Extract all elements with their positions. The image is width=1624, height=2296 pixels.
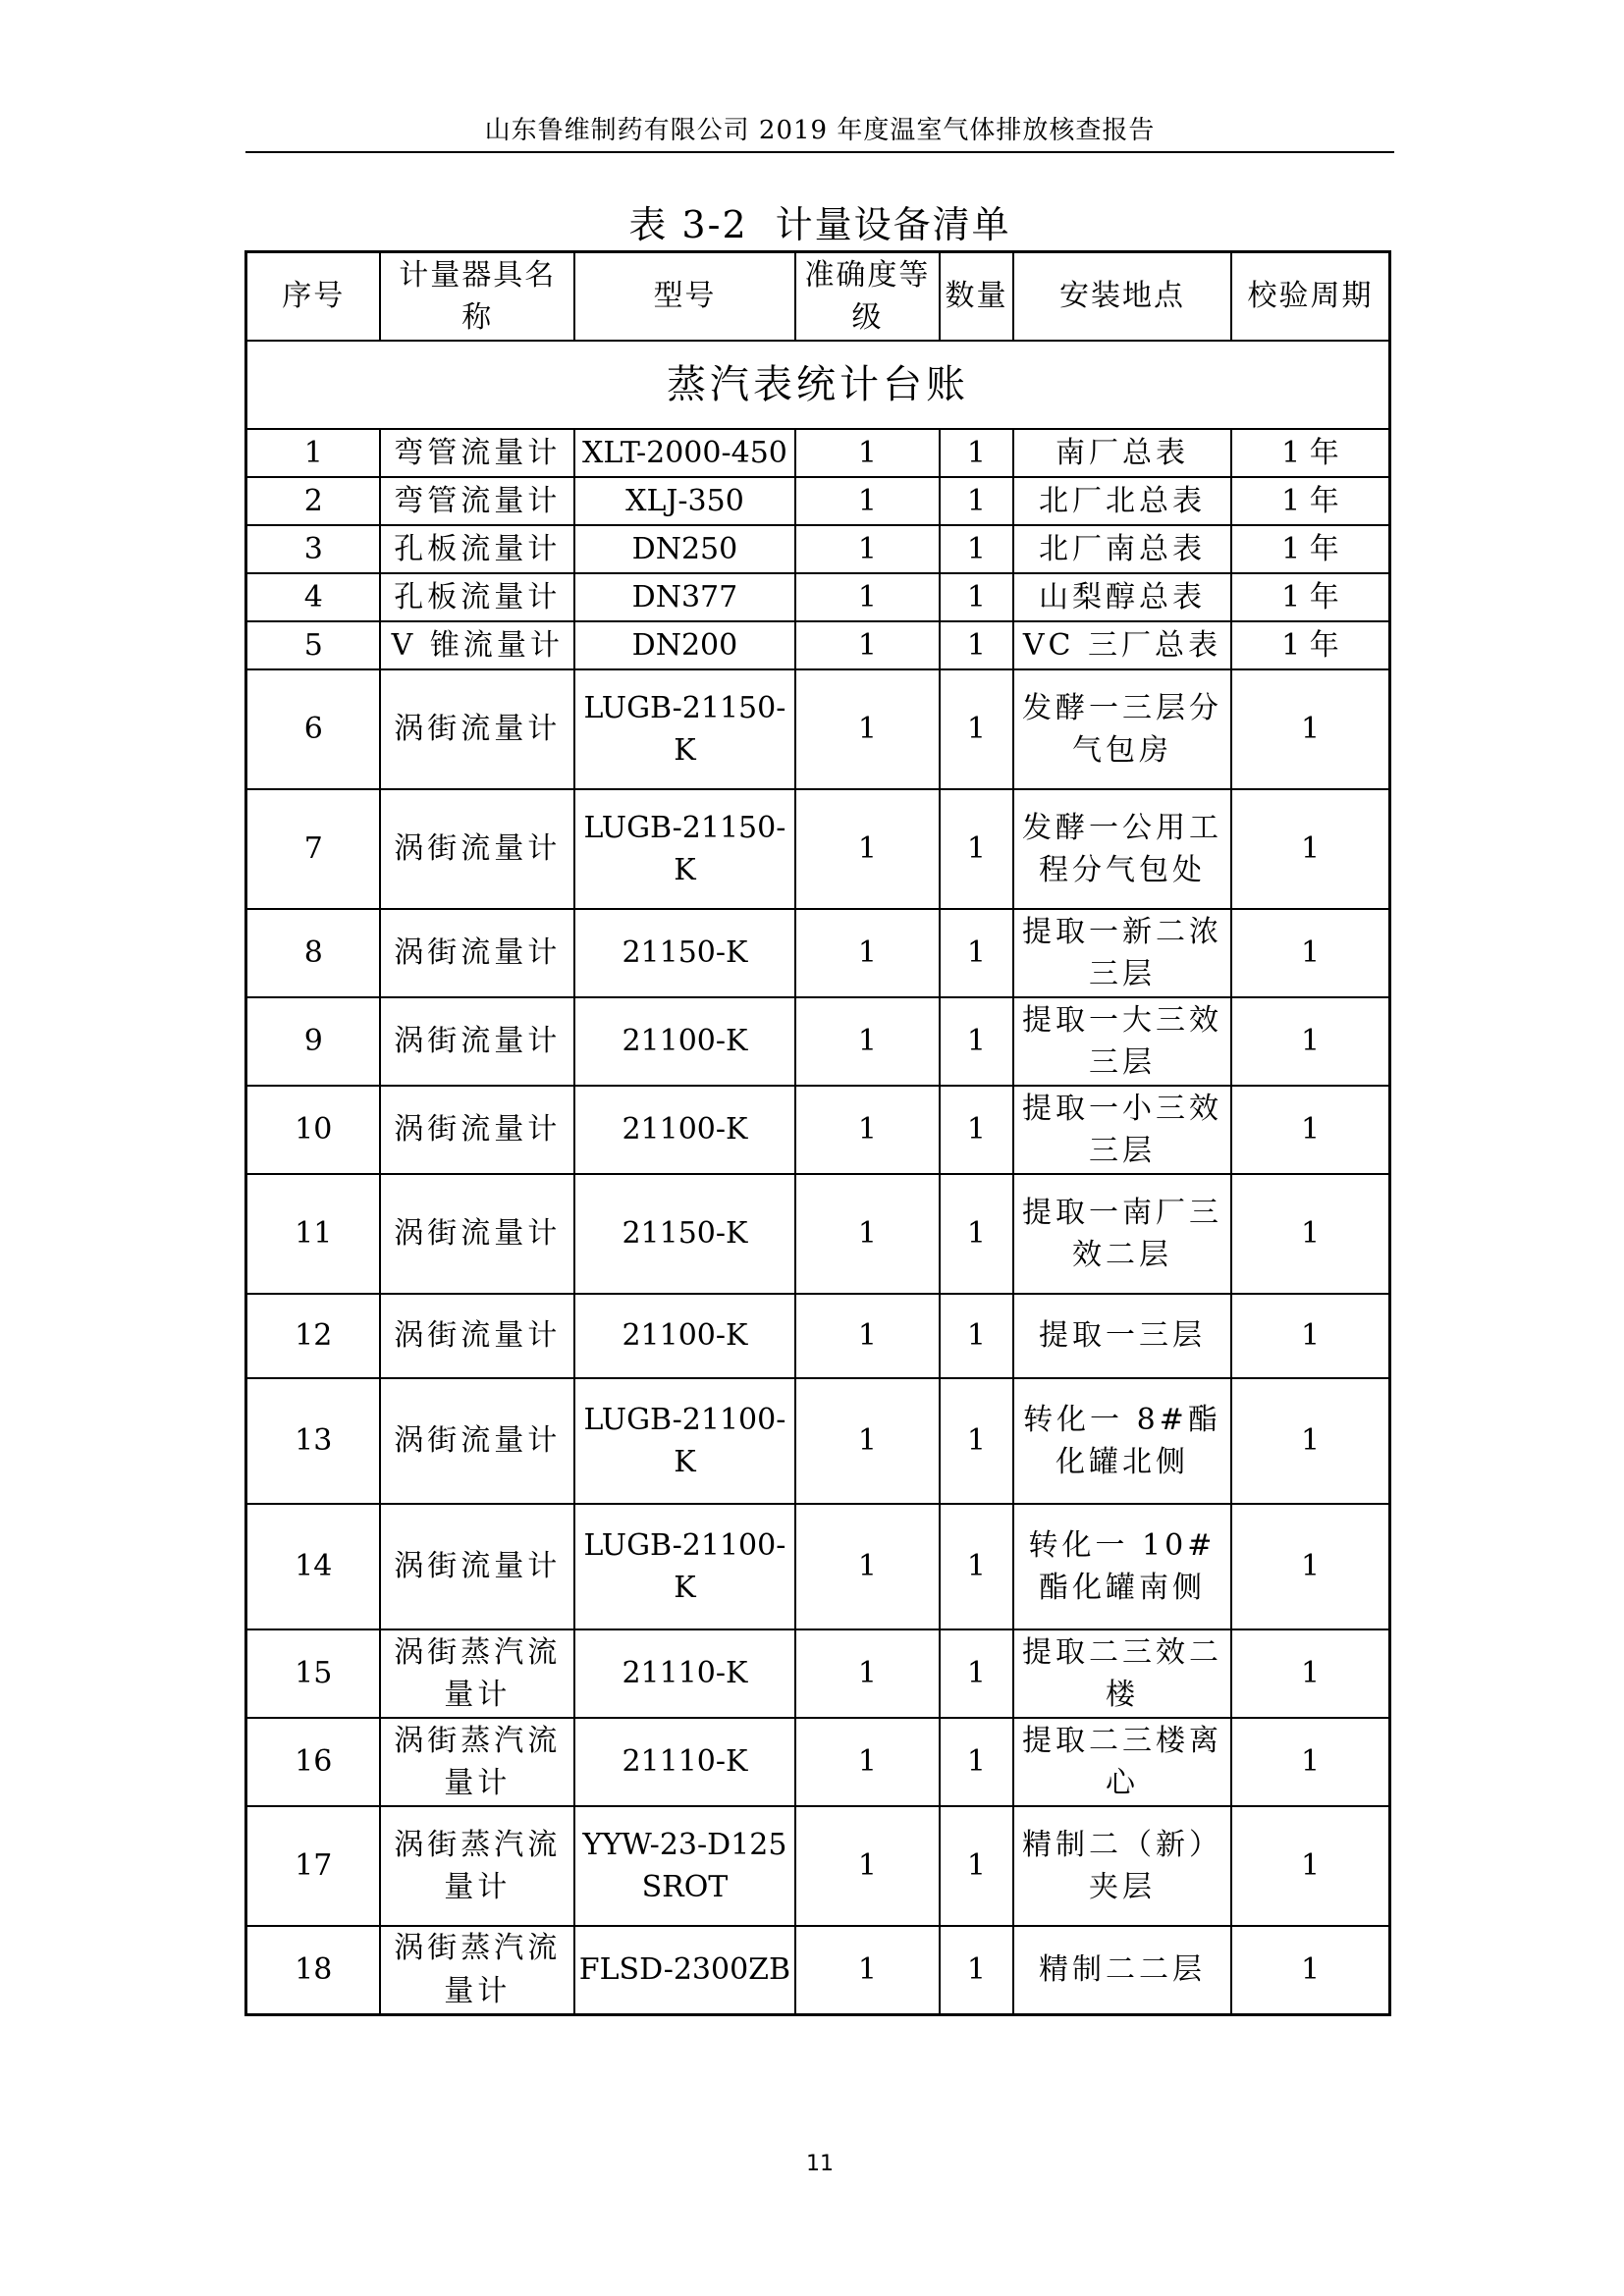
calibration-cycle-cell: 1 xyxy=(1231,997,1390,1086)
quantity-cell: 1 xyxy=(940,997,1013,1086)
table-title-section xyxy=(246,341,1390,429)
install-location-cell: 精制二二层 xyxy=(1013,1926,1231,2014)
row-number-cell: 6 xyxy=(246,669,381,789)
row-number-cell: 10 xyxy=(246,1086,381,1174)
quantity-cell: 1 xyxy=(940,789,1013,909)
quantity-cell: 1 xyxy=(940,1806,1013,1926)
column-header-location: 安装地点 xyxy=(1013,252,1231,342)
install-location-cell: 转化一 10#酯化罐南侧 xyxy=(1013,1504,1231,1629)
instrument-name-cell: 涡街流量计 xyxy=(380,909,574,997)
quantity-cell: 1 xyxy=(940,429,1013,477)
calibration-cycle-cell: 1 年 xyxy=(1231,621,1390,669)
calibration-cycle-cell: 1 xyxy=(1231,1378,1390,1504)
column-header-name: 计量器具名称 xyxy=(380,252,574,342)
table-row xyxy=(246,1086,1390,1174)
header-divider xyxy=(245,151,1394,153)
calibration-cycle-cell: 1 xyxy=(1231,669,1390,789)
table-row xyxy=(246,909,1390,997)
table-row xyxy=(246,669,1390,789)
accuracy-grade-cell: 1 xyxy=(795,1086,940,1174)
model-number-cell: 21100-K xyxy=(574,997,795,1086)
model-number-cell: DN250 xyxy=(574,525,795,573)
column-header-quantity: 数量 xyxy=(940,252,1013,342)
install-location-cell: 提取二三楼离心 xyxy=(1013,1718,1231,1806)
calibration-cycle-cell: 1 xyxy=(1231,1926,1390,2014)
install-location-cell: 提取一三层 xyxy=(1013,1294,1231,1378)
quantity-cell: 1 xyxy=(940,1174,1013,1294)
row-number-cell: 5 xyxy=(246,621,381,669)
calibration-cycle-cell: 1 xyxy=(1231,1718,1390,1806)
instrument-name-cell: 涡街流量计 xyxy=(380,1504,574,1629)
table-row xyxy=(246,1718,1390,1806)
install-location-cell: 发酵一三层分气包房 xyxy=(1013,669,1231,789)
accuracy-grade-cell: 1 xyxy=(795,1174,940,1294)
instrument-name-cell: 涡街流量计 xyxy=(380,669,574,789)
table-row xyxy=(246,1926,1390,2014)
table-row xyxy=(246,621,1390,669)
accuracy-grade-cell: 1 xyxy=(795,789,940,909)
row-number-cell: 8 xyxy=(246,909,381,997)
model-number-cell: 21100-K xyxy=(574,1294,795,1378)
model-number-cell: 21150-K xyxy=(574,909,795,997)
install-location-cell: VC 三厂总表 xyxy=(1013,621,1231,669)
model-number-cell: 21150-K xyxy=(574,1174,795,1294)
row-number-cell: 15 xyxy=(246,1629,381,1718)
row-number-cell: 4 xyxy=(246,573,381,621)
row-number-cell: 3 xyxy=(246,525,381,573)
calibration-cycle-cell: 1 xyxy=(1231,1174,1390,1294)
instrument-name-cell: 涡街蒸汽流量计 xyxy=(380,1629,574,1718)
calibration-cycle-cell: 1 xyxy=(1231,909,1390,997)
install-location-cell: 提取一大三效三层 xyxy=(1013,997,1231,1086)
model-number-cell: LUGB-21100-K xyxy=(574,1378,795,1504)
model-number-cell: FLSD-2300ZB xyxy=(574,1926,795,2014)
accuracy-grade-cell: 1 xyxy=(795,1806,940,1926)
row-number-cell: 16 xyxy=(246,1718,381,1806)
model-number-cell: 21110-K xyxy=(574,1629,795,1718)
instrument-name-cell: 弯管流量计 xyxy=(380,429,574,477)
column-header-row xyxy=(246,252,1390,342)
install-location-cell: 提取一南厂三效二层 xyxy=(1013,1174,1231,1294)
accuracy-grade-cell: 1 xyxy=(795,1718,940,1806)
row-number-cell: 1 xyxy=(246,429,381,477)
accuracy-grade-cell: 1 xyxy=(795,669,940,789)
install-location-cell: 提取二三效二楼 xyxy=(1013,1629,1231,1718)
accuracy-grade-cell: 1 xyxy=(795,1504,940,1629)
calibration-cycle-cell: 1 xyxy=(1231,1806,1390,1926)
accuracy-grade-cell: 1 xyxy=(795,621,940,669)
row-number-cell: 7 xyxy=(246,789,381,909)
instrument-name-cell: V 锥流量计 xyxy=(380,621,574,669)
column-header-accuracy: 准确度等级 xyxy=(795,252,940,342)
quantity-cell: 1 xyxy=(940,621,1013,669)
instrument-name-cell: 涡街流量计 xyxy=(380,1086,574,1174)
instrument-name-cell: 涡街流量计 xyxy=(380,1294,574,1378)
quantity-cell: 1 xyxy=(940,525,1013,573)
table-title-row xyxy=(246,341,1390,429)
install-location-cell: 提取一小三效三层 xyxy=(1013,1086,1231,1174)
install-location-cell: 精制二（新）夹层 xyxy=(1013,1806,1231,1926)
instrument-name-cell: 涡街流量计 xyxy=(380,1378,574,1504)
accuracy-grade-cell: 1 xyxy=(795,429,940,477)
model-number-cell: 21100-K xyxy=(574,1086,795,1174)
model-number-cell: LUGB-21150-K xyxy=(574,789,795,909)
install-location-cell: 北厂南总表 xyxy=(1013,525,1231,573)
install-location-cell: 提取一新二浓三层 xyxy=(1013,909,1231,997)
instrument-name-cell: 弯管流量计 xyxy=(380,477,574,525)
instrument-name-cell: 涡街流量计 xyxy=(380,997,574,1086)
instrument-name-cell: 涡街蒸汽流量计 xyxy=(380,1926,574,2014)
table-row xyxy=(246,1294,1390,1378)
quantity-cell: 1 xyxy=(940,669,1013,789)
table-title: 蒸汽表统计台账 xyxy=(246,341,1390,429)
table-header xyxy=(246,252,1390,342)
model-number-cell: LUGB-21100-K xyxy=(574,1504,795,1629)
table-row xyxy=(246,525,1390,573)
instrument-name-cell: 孔板流量计 xyxy=(380,525,574,573)
page-number: 11 xyxy=(806,2152,834,2176)
table-row xyxy=(246,477,1390,525)
calibration-cycle-cell: 1 xyxy=(1231,1504,1390,1629)
model-number-cell: YYW-23-D125SROT xyxy=(574,1806,795,1926)
install-location-cell: 山梨醇总表 xyxy=(1013,573,1231,621)
column-header-model: 型号 xyxy=(574,252,795,342)
table-row xyxy=(246,1174,1390,1294)
accuracy-grade-cell: 1 xyxy=(795,997,940,1086)
accuracy-grade-cell: 1 xyxy=(795,1378,940,1504)
instrument-name-cell: 孔板流量计 xyxy=(380,573,574,621)
instrument-name-cell: 涡街流量计 xyxy=(380,789,574,909)
calibration-cycle-cell: 1 年 xyxy=(1231,477,1390,525)
table-row xyxy=(246,789,1390,909)
table-caption-title: 计量设备清单 xyxy=(775,203,1011,246)
quantity-cell: 1 xyxy=(940,909,1013,997)
quantity-cell: 1 xyxy=(940,1504,1013,1629)
quantity-cell: 1 xyxy=(940,1629,1013,1718)
table-caption xyxy=(245,194,1394,248)
install-location-cell: 南厂总表 xyxy=(1013,429,1231,477)
table-body xyxy=(246,429,1390,2014)
table-number: 表 3-2 xyxy=(628,203,748,246)
quantity-cell: 1 xyxy=(940,573,1013,621)
row-number-cell: 12 xyxy=(246,1294,381,1378)
quantity-cell: 1 xyxy=(940,1378,1013,1504)
calibration-cycle-cell: 1 xyxy=(1231,789,1390,909)
quantity-cell: 1 xyxy=(940,1294,1013,1378)
model-number-cell: DN377 xyxy=(574,573,795,621)
install-location-cell: 北厂北总表 xyxy=(1013,477,1231,525)
steam-meter-ledger-table xyxy=(244,250,1391,2016)
accuracy-grade-cell: 1 xyxy=(795,477,940,525)
calibration-cycle-cell: 1 年 xyxy=(1231,573,1390,621)
accuracy-grade-cell: 1 xyxy=(795,909,940,997)
model-number-cell: DN200 xyxy=(574,621,795,669)
row-number-cell: 2 xyxy=(246,477,381,525)
calibration-cycle-cell: 1 年 xyxy=(1231,429,1390,477)
install-location-cell: 转化一 8#酯化罐北侧 xyxy=(1013,1378,1231,1504)
calibration-cycle-cell: 1 xyxy=(1231,1294,1390,1378)
column-header-no: 序号 xyxy=(246,252,381,342)
quantity-cell: 1 xyxy=(940,1926,1013,2014)
accuracy-grade-cell: 1 xyxy=(795,1926,940,2014)
calibration-cycle-cell: 1 xyxy=(1231,1629,1390,1718)
accuracy-grade-cell: 1 xyxy=(795,525,940,573)
table-row xyxy=(246,1378,1390,1504)
model-number-cell: LUGB-21150-K xyxy=(574,669,795,789)
quantity-cell: 1 xyxy=(940,1086,1013,1174)
calibration-cycle-cell: 1 xyxy=(1231,1086,1390,1174)
row-number-cell: 17 xyxy=(246,1806,381,1926)
quantity-cell: 1 xyxy=(940,1718,1013,1806)
model-number-cell: 21110-K xyxy=(574,1718,795,1806)
table-row xyxy=(246,573,1390,621)
row-number-cell: 18 xyxy=(246,1926,381,2014)
instrument-name-cell: 涡街蒸汽流量计 xyxy=(380,1718,574,1806)
accuracy-grade-cell: 1 xyxy=(795,573,940,621)
accuracy-grade-cell: 1 xyxy=(795,1294,940,1378)
model-number-cell: XLT-2000-450 xyxy=(574,429,795,477)
row-number-cell: 14 xyxy=(246,1504,381,1629)
column-header-cycle: 校验周期 xyxy=(1231,252,1390,342)
install-location-cell: 发酵一公用工程分气包处 xyxy=(1013,789,1231,909)
instrument-name-cell: 涡街蒸汽流量计 xyxy=(380,1806,574,1926)
quantity-cell: 1 xyxy=(940,477,1013,525)
table-row xyxy=(246,997,1390,1086)
row-number-cell: 13 xyxy=(246,1378,381,1504)
table-row xyxy=(246,429,1390,477)
row-number-cell: 11 xyxy=(246,1174,381,1294)
model-number-cell: XLJ-350 xyxy=(574,477,795,525)
report-header: 山东鲁维制药有限公司 2019 年度温室气体排放核查报告 xyxy=(484,116,1156,145)
instrument-name-cell: 涡街流量计 xyxy=(380,1174,574,1294)
accuracy-grade-cell: 1 xyxy=(795,1629,940,1718)
calibration-cycle-cell: 1 年 xyxy=(1231,525,1390,573)
row-number-cell: 9 xyxy=(246,997,381,1086)
table-row xyxy=(246,1504,1390,1629)
table-row xyxy=(246,1629,1390,1718)
table-row xyxy=(246,1806,1390,1926)
